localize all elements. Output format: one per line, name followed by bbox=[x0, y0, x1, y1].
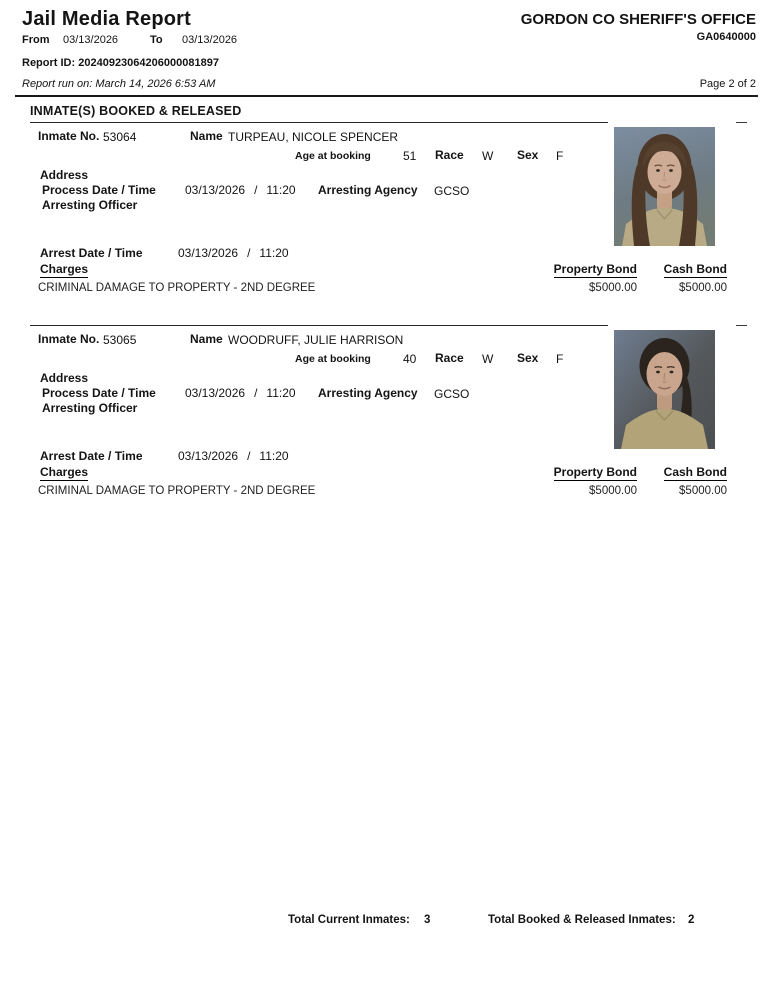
report-title: Jail Media Report bbox=[22, 8, 191, 30]
age-at-booking-label: Age at booking bbox=[295, 150, 371, 162]
age-value: 40 bbox=[403, 352, 417, 366]
charge-description: CRIMINAL DAMAGE TO PROPERTY - 2ND DEGREE bbox=[38, 282, 316, 294]
report-run-on bbox=[22, 78, 215, 90]
from-label: From bbox=[22, 34, 50, 46]
inmate-no-value: 53064 bbox=[103, 130, 137, 144]
inmate-no-label: Inmate No. bbox=[38, 332, 100, 346]
to-label: To bbox=[150, 34, 163, 46]
race-label: Race bbox=[435, 148, 464, 162]
sheriff-office-name: GORDON CO SHERIFF'S OFFICE bbox=[520, 11, 756, 28]
total-booked-released-value: 2 bbox=[688, 914, 695, 926]
report-id-label: Report ID: bbox=[22, 57, 76, 69]
mugshot-illustration bbox=[614, 127, 715, 246]
arresting-agency-label: Arresting Agency bbox=[318, 183, 418, 197]
arrest-date-time-value: 03/13/2026 / 11:20 bbox=[178, 246, 289, 260]
report-id-value: 20240923064206000081897 bbox=[78, 57, 219, 69]
process-date-time-label: Process Date / Time bbox=[42, 386, 156, 400]
arresting-officer-label: Arresting Officer bbox=[42, 198, 138, 212]
property-bond-amount: $5000.00 bbox=[589, 282, 637, 294]
total-booked-released-label: Total Booked & Released Inmates: bbox=[488, 914, 676, 926]
name-value: TURPEAU, NICOLE SPENCER bbox=[228, 130, 399, 144]
date-time-separator: / bbox=[254, 386, 258, 400]
process-date-time-value: 03/13/2026 / 11:20 bbox=[185, 183, 296, 197]
property-bond-column-header: Property Bond bbox=[553, 465, 637, 479]
sex-value: F bbox=[556, 149, 564, 163]
process-date-time-label: Process Date / Time bbox=[42, 183, 156, 197]
date-time-separator: / bbox=[247, 449, 251, 463]
total-current-inmates-label: Total Current Inmates: bbox=[288, 914, 410, 926]
property-bond-amount: $5000.00 bbox=[589, 485, 637, 497]
arrest-date-time-label: Arrest Date / Time bbox=[40, 246, 143, 260]
sex-label: Sex bbox=[517, 351, 539, 365]
property-bond-column-header: Property Bond bbox=[553, 262, 637, 276]
page-indicator: Page 2 of 2 bbox=[699, 78, 756, 90]
mugshot-illustration bbox=[614, 330, 715, 449]
record-divider bbox=[30, 122, 608, 123]
total-current-inmates-value: 3 bbox=[424, 914, 431, 926]
arresting-officer-label: Arresting Officer bbox=[42, 401, 138, 415]
cash-bond-amount: $5000.00 bbox=[679, 282, 727, 294]
name-label: Name bbox=[190, 129, 223, 143]
arresting-agency-value: GCSO bbox=[434, 387, 470, 401]
mugshot-photo-turpeau bbox=[614, 127, 715, 246]
inmate-record-1 bbox=[0, 122, 773, 325]
date-time-separator: / bbox=[254, 183, 258, 197]
run-on-value: March 14, 2026 6:53 AM bbox=[95, 78, 216, 90]
race-label: Race bbox=[435, 351, 464, 365]
divider-dash bbox=[736, 122, 747, 123]
cash-bond-column-header: Cash Bond bbox=[663, 262, 727, 276]
age-at-booking-label: Age at booking bbox=[295, 353, 371, 365]
cash-bond-column-header: Cash Bond bbox=[663, 465, 727, 479]
age-value: 51 bbox=[403, 149, 417, 163]
charges-column-header: Charges bbox=[40, 262, 89, 276]
inmate-record-2 bbox=[0, 325, 773, 528]
from-date-value: 03/13/2026 bbox=[63, 34, 119, 46]
divider-dash bbox=[736, 325, 747, 326]
arrest-date-time-value: 03/13/2026 / 11:20 bbox=[178, 449, 289, 463]
sex-value: F bbox=[556, 352, 564, 366]
inmate-no-label: Inmate No. bbox=[38, 129, 100, 143]
to-date-value: 03/13/2026 bbox=[182, 34, 238, 46]
report-id bbox=[22, 57, 219, 69]
header-divider bbox=[15, 95, 758, 97]
sex-label: Sex bbox=[517, 148, 539, 162]
mugshot-photo-woodruff bbox=[614, 330, 715, 449]
record-divider bbox=[30, 325, 608, 326]
arrest-date-time-label: Arrest Date / Time bbox=[40, 449, 143, 463]
address-label: Address bbox=[40, 168, 89, 182]
section-title: INMATE(S) BOOKED & RELEASED bbox=[30, 104, 242, 118]
charges-column-header: Charges bbox=[40, 465, 89, 479]
inmate-no-value: 53065 bbox=[103, 333, 137, 347]
charge-description: CRIMINAL DAMAGE TO PROPERTY - 2ND DEGREE bbox=[38, 485, 316, 497]
arresting-agency-label: Arresting Agency bbox=[318, 386, 418, 400]
address-label: Address bbox=[40, 371, 89, 385]
cash-bond-amount: $5000.00 bbox=[679, 485, 727, 497]
race-value: W bbox=[482, 352, 494, 366]
run-on-label: Report run on: bbox=[22, 78, 93, 90]
race-value: W bbox=[482, 149, 494, 163]
office-code: GA0640000 bbox=[696, 31, 756, 43]
arresting-agency-value: GCSO bbox=[434, 184, 470, 198]
date-time-separator: / bbox=[247, 246, 251, 260]
name-label: Name bbox=[190, 332, 223, 346]
name-value: WOODRUFF, JULIE HARRISON bbox=[228, 333, 404, 347]
process-date-time-value: 03/13/2026 / 11:20 bbox=[185, 386, 296, 400]
